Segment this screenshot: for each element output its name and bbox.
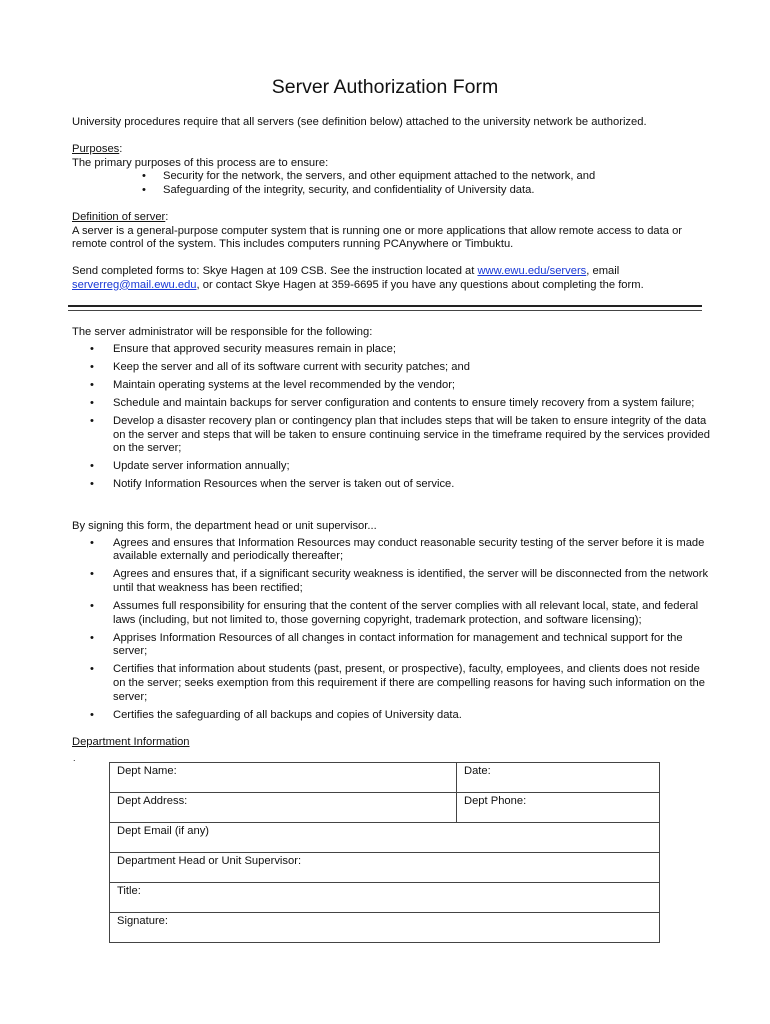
bullet-icon: • [90,708,94,721]
list-item: • Apprises Information Resources of all changes in contact information for management and technical support for the server; [90,631,683,658]
list-item: • Develop a disaster recovery plan or contingency plan that includes steps that will be taken to ensure integrity of the data on the server and steps that will be taken to ensure continuing service in the timeframe required by the services provided on the server; [90,414,710,455]
bullet-icon: • [90,342,94,355]
signing-section [72,520,712,722]
purposes-section: Purposes: The primary purposes of this process are to ensure: • Security for the network, the servers, and other equipment attached to the network, and • Safeguarding of the integrity, security, and confidentiality of University data. [72,143,712,197]
list-item: • Safeguarding of the integrity, security, and confidentiality of University data. [142,183,535,196]
page-title: Server Authorization Form [271,76,499,98]
divider-thin [68,310,702,311]
list-item: • Agrees and ensures that, if a significant security weakness is identified, the server will be disconnected from the network until that weakness has been rectified; [90,568,709,594]
dept-email-field[interactable]: Dept Email (if any) [110,823,660,853]
department-heading: Department Information [72,736,190,748]
admin-list [72,343,712,492]
bullet-icon: • [90,478,94,491]
bullet-icon: • [90,536,94,549]
dept-phone-field[interactable]: Dept Phone: [457,793,660,823]
bullet-icon: • [90,378,94,391]
dept-name-field[interactable]: Dept Name: [110,763,457,793]
signing-list [72,537,712,723]
bullet-icon: • [90,631,94,644]
list-item: • Security for the network, the servers, and other equipment attached to the network, and [142,170,596,183]
bullet-icon: • [142,170,146,183]
list-item: • Schedule and maintain backups for server configuration and contents to ensure timely recovery from a system failure; [90,396,695,409]
bullet-icon: • [90,414,94,427]
admin-section [72,326,712,492]
bullet-icon: • [90,396,94,409]
list-item: • Certifies the safeguarding of all backups and copies of University data. [90,708,462,721]
definition-heading: Definition of server [72,211,166,223]
list-item: • Assumes full responsibility for ensuring that the content of the server complies with all relevant local, state, and federal laws (including, but not limited to, those governing copyright, trademark protection, and software licensing); [90,599,699,626]
list-item: • Maintain operating systems at the level recommended by the vendor; [90,378,456,391]
definition-text: A server is a general-purpose computer system that is running one or more applications that allow remote access to data or remote control of the system. This includes computers running PCAnywhere or Timbuktu. [72,224,683,251]
bullet-icon: • [90,568,94,581]
date-field[interactable]: Date: [457,763,660,793]
list-item: • Notify Information Resources when the server is taken out of service. [90,478,455,491]
servers-url-link[interactable]: www.ewu.edu/servers [477,265,587,277]
intro-paragraph: University procedures require that all servers (see definition below) attached to the university network be authorized. [72,116,647,128]
list-item: • Update server information annually; [90,460,290,473]
email-link[interactable]: serverreg@mail.ewu.edu [72,278,197,291]
list-item: • Ensure that approved security measures remain in place; [90,342,396,355]
dept-head-field[interactable]: Department Head or Unit Supervisor: [110,853,660,883]
purposes-lead: The primary purposes of this process are to ensure: [72,156,329,169]
bullet-icon: • [90,663,94,676]
stray-dot: . [73,753,76,763]
title-field[interactable]: Title: [110,883,660,913]
divider-thick [68,305,702,307]
signature-field[interactable]: Signature: [110,913,660,943]
dept-address-field[interactable]: Dept Address: [110,793,457,823]
bullet-icon: • [142,183,146,196]
bullet-icon: • [90,460,94,473]
list-item: • Certifies that information about students (past, present, or prospective), faculty, employees, and clients does not reside on the server; seeks exemption from this requirement if there are compelling reasons for having such information on the server; [90,663,705,703]
department-info-table [109,762,660,943]
purposes-heading: Purposes [72,143,120,155]
signing-lead: By signing this form, the department head or unit supervisor... [72,520,377,532]
bullet-icon: • [90,599,94,612]
list-item: • Keep the server and all of its software current with security patches; and [90,360,470,373]
admin-lead: The server administrator will be responsible for the following: [72,326,373,338]
definition-section: Definition of server: A server is a general-purpose computer system that is running one or more applications that allow remote access to data or remote control of the system. This includes computers running PCAnywhere or Timbuktu. [72,211,712,252]
send-instructions: Send completed forms to: Skye Hagen at 109 CSB. See the instruction located at www.ewu.edu/servers, email serverreg@mail.ewu.edu, or contact Skye Hagen at 359-6695 if you have any questions about completing the form. [72,265,644,291]
bullet-icon: • [90,360,94,373]
list-item: • Agrees and ensures that Information Resources may conduct reasonable security testing of the server before it is made available externally and periodically thereafter; [90,536,705,563]
purposes-list [72,170,712,197]
